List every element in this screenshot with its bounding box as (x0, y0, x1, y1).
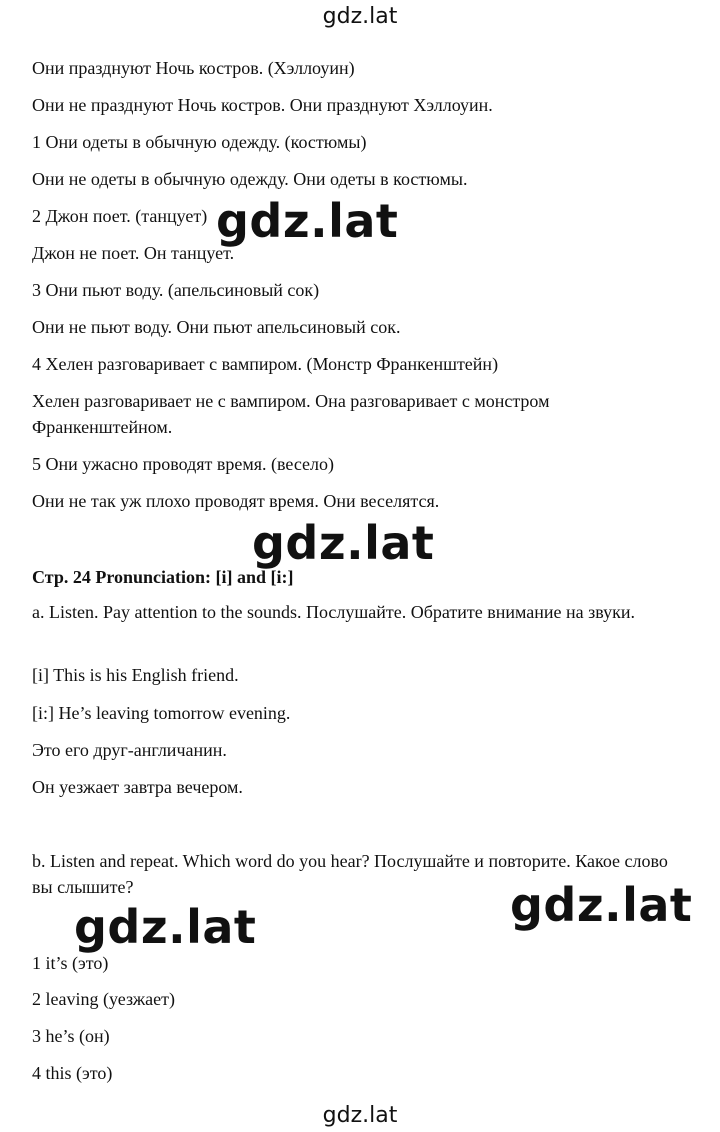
text-line: 4 this (это) (32, 1063, 113, 1083)
text-line: Джон не поет. Он танцует. (32, 243, 235, 263)
footer-watermark: gdz.lat (322, 1103, 398, 1128)
text-line: a. Listen. Pay attention to the sounds. Послушайте. Обратите внимание на звуки. (32, 602, 636, 622)
overlay-watermark: gdz.lat (510, 878, 693, 932)
text-line: 1 Они одеты в обычную одежду. (костюмы) (32, 132, 367, 152)
overlay-watermark: gdz.lat (74, 900, 257, 954)
text-line: 4 Хелен разговаривает с вампиром. (Монстр Франкенштейн) (32, 354, 499, 374)
text-line: Это его друг-англичанин. (32, 740, 227, 760)
text-line: [i] This is his English friend. (32, 665, 239, 685)
text-line: [i:] He’s leaving tomorrow evening. (32, 703, 291, 723)
text-line: Хелен разговаривает не с вампиром. Она разговаривает с монстром Франкенштейном. (32, 391, 550, 437)
text-line: Они не так уж плохо проводят время. Они веселятся. (32, 491, 440, 511)
text-line: Он уезжает завтра вечером. (32, 777, 243, 797)
text-line: 2 Джон поет. (танцует) (32, 206, 208, 226)
text-line: Они не празднуют Ночь костров. Они празднуют Хэллоуин. (32, 95, 493, 115)
text-line: Они не пьют воду. Они пьют апельсиновый сок. (32, 317, 401, 337)
text-line: Они празднуют Ночь костров. (Хэллоуин) (32, 58, 355, 78)
text-line: 5 Они ужасно проводят время. (весело) (32, 454, 335, 474)
text-line: b. Listen and repeat. Which word do you hear? Послушайте и повторите. Какое слово вы слышите? (32, 851, 668, 897)
text-line: 1 it’s (это) (32, 953, 109, 973)
text-line: 3 he’s (он) (32, 1026, 110, 1046)
text-line: 3 Они пьют воду. (апельсиновый сок) (32, 280, 320, 300)
header-watermark: gdz.lat (322, 4, 398, 29)
overlay-watermark: gdz.lat (252, 516, 435, 570)
text-line: Они не одеты в обычную одежду. Они одеты в костюмы. (32, 169, 468, 189)
section-heading: Стр. 24 Pronunciation: [i] and [i:] (32, 567, 294, 587)
overlay-watermark: gdz.lat (216, 194, 399, 248)
text-line: 2 leaving (уезжает) (32, 989, 176, 1009)
